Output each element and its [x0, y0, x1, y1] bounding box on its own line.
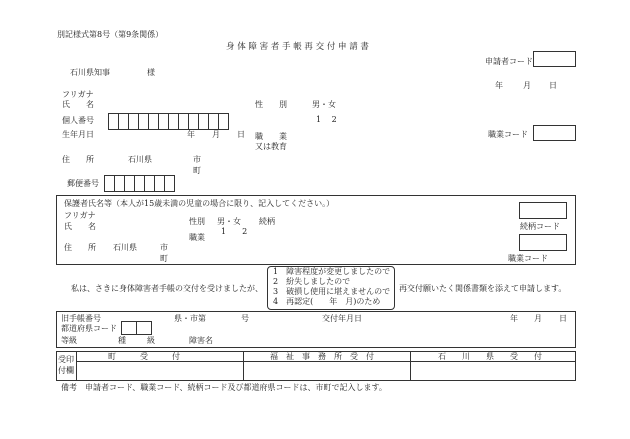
old-book-pref-city: 県・市第	[174, 314, 206, 323]
reason-option-2[interactable]: 2 紛失しましたので	[273, 277, 351, 286]
guardian-occupation-code-label: 職業コード	[508, 254, 548, 263]
occupation-code-box[interactable]	[533, 125, 576, 141]
guardian-relation-label: 続柄	[259, 217, 275, 226]
reception-label-divider	[76, 351, 77, 381]
addressee: 石川県知事	[70, 68, 110, 77]
old-book-issue-date-label: 交付年月日	[322, 314, 362, 323]
old-book-day: 日	[559, 314, 567, 323]
guardian-address-label: 住 所	[64, 243, 96, 252]
honorific: 様	[147, 68, 155, 77]
guardian-occupation-label: 職業	[189, 233, 205, 242]
personal-number-label: 個人番号	[62, 116, 94, 125]
guardian-name-label: 氏 名	[64, 222, 96, 231]
grade-label: 等級	[61, 336, 77, 345]
pref-code-label: 都道府県コード	[61, 324, 117, 333]
occupation-sub-label: 又は教育	[255, 142, 287, 151]
personal-number-cells[interactable]	[108, 113, 228, 130]
guardian-address-pref: 石川県	[113, 243, 137, 252]
reason-option-3[interactable]: 3 破損し使用に堪えませんので	[273, 287, 391, 296]
birth-day: 日	[237, 130, 245, 139]
form-title: 身 体 障 害 者 手 帳 再 交 付 申 請 書	[226, 42, 369, 52]
reception-col-divider-1	[243, 351, 244, 381]
form-number: 別記様式第8号（第9条関係）	[57, 30, 164, 39]
guardian-address-town: 町	[160, 254, 168, 263]
footnote: 備考 申請者コード、職業コード、続柄コード及び都道府県コードは、市町で記入します。	[61, 383, 387, 392]
applicant-sex-label: 性 別	[255, 100, 287, 109]
guardian-occupation-code-box[interactable]	[519, 234, 567, 251]
date-month: 月	[523, 81, 531, 90]
address-town: 町	[193, 166, 201, 175]
reason-tail: 再交付願いたく関係書類を添えて申請します。	[399, 284, 567, 293]
applicant-code-box[interactable]	[533, 51, 576, 67]
reason-option-4[interactable]: 4 再認定( 年 月)のため	[273, 297, 381, 306]
reception-col-prefecture: 石 川 県 受 付	[438, 352, 542, 361]
reception-label-line2: 付欄	[58, 366, 74, 375]
reception-col-divider-2	[410, 351, 411, 381]
address-label: 住 所	[62, 155, 94, 164]
guardian-sex-options[interactable]: 男・女	[217, 217, 241, 226]
disability-name-label: 障害名	[189, 336, 213, 345]
reception-header-divider	[76, 361, 576, 362]
grade-kind: 種	[118, 336, 126, 345]
applicant-sex-numbers: 1 2	[316, 115, 337, 124]
date-day: 日	[549, 81, 557, 90]
applicant-furigana-label: フリガナ	[62, 90, 94, 99]
applicant-code-label: 申請者コード	[485, 57, 533, 66]
relation-code-box[interactable]	[519, 202, 567, 219]
address-city: 市	[193, 155, 201, 164]
birth-year: 年	[187, 130, 195, 139]
guardian-sex-numbers: 1 2	[221, 227, 248, 236]
postal-code-cells[interactable]	[104, 175, 174, 192]
old-book-number-label: 旧手帳番号	[61, 314, 101, 323]
occupation-code-label: 職業コード	[488, 130, 528, 139]
relation-code-label: 続柄コード	[520, 222, 560, 231]
guardian-sex-label: 性別	[189, 217, 205, 226]
pref-code-cells[interactable]	[121, 321, 151, 335]
applicant-sex-options[interactable]: 男・女	[312, 100, 336, 109]
date-year: 年	[495, 81, 503, 90]
reason-option-1[interactable]: 1 障害程度が変更しましたので	[273, 267, 391, 276]
guardian-furigana-label: フリガナ	[64, 211, 96, 220]
old-book-year: 年	[510, 314, 518, 323]
guardian-heading: 保護者氏名等（本人が15歳未満の児童の場合に限り、記入してください。）	[64, 199, 335, 208]
old-book-number-suffix: 号	[241, 314, 249, 323]
grade-level: 級	[147, 336, 155, 345]
applicant-name-label: 氏 名	[62, 100, 94, 109]
reception-col-town: 町 受 付	[108, 352, 180, 361]
birth-date-label: 生年月日	[62, 130, 94, 139]
occupation-label: 職 業	[255, 132, 287, 141]
address-pref: 石川県	[128, 155, 152, 164]
reason-lead: 私は、さきに身体障害者手帳の交付を受けましたが、	[71, 284, 263, 293]
old-book-month: 月	[534, 314, 542, 323]
guardian-address-city: 市	[160, 243, 168, 252]
postal-code-label: 郵便番号	[67, 179, 99, 188]
birth-month: 月	[212, 130, 220, 139]
reception-label-line1: 受印	[58, 355, 74, 364]
reception-col-welfare-office: 福 祉 事 務 所 受 付	[270, 352, 374, 361]
